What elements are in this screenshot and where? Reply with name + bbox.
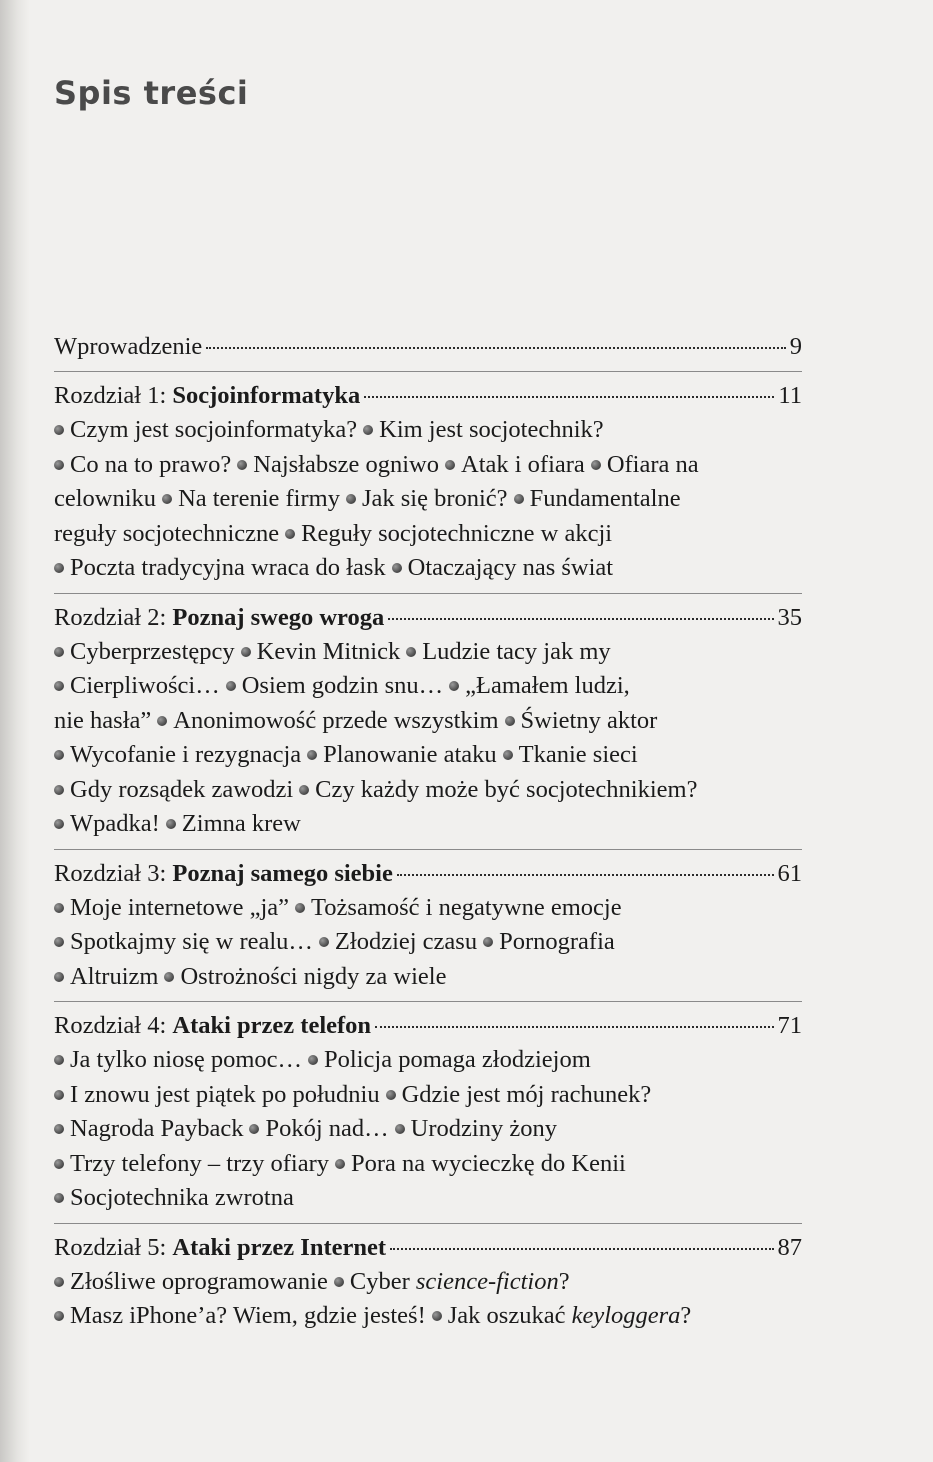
subtopic: Cierpliwości… <box>70 672 220 699</box>
subtopic: Masz iPhone’a? Wiem, gdzie jesteś! <box>70 1302 426 1329</box>
chapter-prefix: Rozdział 2: <box>54 603 173 631</box>
dot-leader <box>206 347 785 349</box>
bullet-icon <box>54 1124 64 1134</box>
bullet-icon <box>334 1277 344 1287</box>
bullet-icon <box>346 494 356 504</box>
page-number: 71 <box>777 1012 802 1039</box>
chapter-prefix: Rozdział 4: <box>54 1012 173 1039</box>
bullet-icon <box>54 1055 64 1065</box>
subtopic: Gdzie jest mój rachunek? <box>401 1080 652 1108</box>
page-title: Spis treści <box>54 74 249 112</box>
subtopic-line <box>54 551 802 586</box>
bullet-icon <box>54 460 64 470</box>
subtopic: Otaczający nas świat <box>407 554 614 581</box>
bullet-icon <box>54 681 64 691</box>
subtopic: Zimna krew <box>181 810 301 837</box>
subtopic-italic: science-fiction <box>415 1267 559 1295</box>
bullet-icon <box>54 1277 64 1287</box>
subtopic: „Łamałem ludzi, <box>465 672 630 699</box>
subtopic-line <box>54 1078 802 1113</box>
toc-entry-chapter-5 <box>54 1231 802 1265</box>
toc-entry-chapter-3 <box>54 857 802 891</box>
toc-entry-intro <box>54 330 802 364</box>
subtopic-line <box>54 925 802 960</box>
subtopic-line <box>54 413 802 448</box>
entry-title <box>54 601 384 635</box>
bullet-icon <box>591 460 601 470</box>
subtopic-line <box>54 1043 802 1078</box>
subtopic: Co na to prawo? <box>70 450 232 478</box>
entry-title <box>54 1231 386 1265</box>
subtopics <box>54 635 802 842</box>
subtopics <box>54 1043 802 1216</box>
subtopic: Cyberprzestępcy <box>70 637 235 665</box>
bullet-icon <box>54 1159 64 1169</box>
subtopic: Najsłabsze ogniwo <box>253 450 439 478</box>
page-number: 87 <box>777 1233 802 1261</box>
subtopic: Czym jest socjoinformatyka? <box>70 416 358 443</box>
subtopic: Reguły socjotechniczne w akcji <box>301 519 613 547</box>
bullet-icon <box>54 819 64 829</box>
subtopic: Osiem godzin snu… <box>241 672 444 699</box>
subtopic: Pokój nad… <box>265 1115 389 1142</box>
bullet-icon <box>54 1193 64 1203</box>
subtopic: Ostrożności nigdy za wiele <box>180 962 447 990</box>
bullet-icon <box>386 1090 396 1100</box>
bullet-icon <box>483 937 493 947</box>
bullet-icon <box>445 460 455 470</box>
subtopic: reguły socjotechniczne <box>54 519 280 547</box>
bullet-icon <box>514 494 524 504</box>
subtopic: Moje internetowe „ja” <box>70 893 290 921</box>
subtopic: Czy każdy może być socjotechnikiem? <box>315 775 698 803</box>
bullet-icon <box>54 425 64 435</box>
bullet-icon <box>503 750 513 760</box>
subtopic-line <box>54 773 802 808</box>
bullet-icon <box>54 647 64 657</box>
toc-chapter-1 <box>54 371 802 593</box>
bullet-icon <box>54 785 64 795</box>
subtopic: Socjotechnika zwrotna <box>70 1184 294 1211</box>
subtopic-line <box>54 517 802 552</box>
subtopic: Pornografia <box>499 928 615 955</box>
bullet-icon <box>392 563 402 573</box>
subtopic-line <box>54 635 802 670</box>
bullet-icon <box>319 937 329 947</box>
bullet-icon <box>449 681 459 691</box>
toc-entry-chapter-2 <box>54 601 802 635</box>
subtopic-line <box>54 448 802 483</box>
subtopic: Pora na wycieczkę do Kenii <box>351 1149 626 1177</box>
subtopic: nie hasła” <box>54 706 152 734</box>
subtopic-line <box>54 807 802 842</box>
toc-chapter-4 <box>54 1001 802 1223</box>
page-number: 11 <box>778 382 802 409</box>
subtopic: Na terenie firmy <box>178 485 340 512</box>
subtopic: Spotkajmy się w realu… <box>70 928 313 955</box>
subtopic: Jak się bronić? <box>361 485 508 512</box>
subtopic: Ja tylko niosę pomoc… <box>70 1046 303 1073</box>
bullet-icon <box>164 972 174 982</box>
bullet-icon <box>54 972 64 982</box>
subtopic: Kim jest socjotechnik? <box>379 416 604 443</box>
subtopic-line <box>54 1112 802 1147</box>
subtopic: Świetny aktor <box>520 706 658 734</box>
subtopic: Kevin Mitnick <box>256 637 401 665</box>
dot-leader <box>388 618 773 620</box>
chapter-prefix: Rozdział 3: <box>54 859 173 887</box>
bullet-icon <box>395 1124 405 1134</box>
table-of-contents <box>54 330 802 1341</box>
bullet-icon <box>432 1311 442 1321</box>
subtopic: Złośliwe oprogramowanie <box>70 1267 328 1295</box>
bullet-icon <box>307 750 317 760</box>
bullet-icon <box>237 460 247 470</box>
subtopic-line <box>54 1299 802 1334</box>
subtopic: Wpadka! <box>70 810 160 837</box>
dot-leader <box>364 396 774 398</box>
bullet-icon <box>162 494 172 504</box>
bullet-icon <box>166 819 176 829</box>
chapter-name: Ataki przez Internet <box>172 1233 387 1261</box>
subtopic-line <box>54 1181 802 1216</box>
dot-leader <box>397 874 774 876</box>
subtopic: Fundamentalne <box>529 485 681 512</box>
bullet-icon <box>54 903 64 913</box>
bullet-icon <box>363 425 373 435</box>
bullet-icon <box>226 681 236 691</box>
toc-intro <box>54 330 802 371</box>
bullet-icon <box>54 563 64 573</box>
page-number: 61 <box>777 859 802 887</box>
page-spine-shadow <box>0 0 30 1462</box>
bullet-icon <box>157 716 167 726</box>
subtopic: Ludzie tacy jak my <box>422 637 611 665</box>
chapter-name: Socjoinformatyka <box>172 382 361 409</box>
subtopic: Anonimowość przede wszystkim <box>173 706 499 734</box>
subtopic: Policja pomaga złodziejom <box>324 1046 591 1073</box>
page-number: 9 <box>789 333 802 360</box>
subtopic: Tożsamość i negatywne emocje <box>311 893 622 921</box>
chapter-prefix: Rozdział 1: <box>54 382 173 409</box>
bullet-icon <box>249 1124 259 1134</box>
entry-title <box>54 1009 371 1043</box>
chapter-name: Poznaj samego siebie <box>172 859 393 887</box>
subtopic: Jak oszukać <box>447 1302 572 1329</box>
bullet-icon <box>295 903 305 913</box>
subtopics <box>54 891 802 995</box>
chapter-prefix: Rozdział 5: <box>54 1233 173 1261</box>
subtopic: Tkanie sieci <box>518 741 638 768</box>
subtopic-line <box>54 891 802 926</box>
subtopic: Złodziej czasu <box>334 928 478 955</box>
bullet-icon <box>241 647 251 657</box>
page-number: 35 <box>777 603 802 631</box>
subtopics <box>54 413 802 586</box>
subtopic-italic: keyloggera <box>571 1302 681 1329</box>
toc-chapter-5 <box>54 1223 802 1341</box>
subtopic: Urodziny żony <box>410 1115 557 1142</box>
bullet-icon <box>54 750 64 760</box>
subtopic: Wycofanie i rezygnacja <box>70 741 302 768</box>
subtopic: I znowu jest piątek po południu <box>70 1080 380 1108</box>
subtopic: Planowanie ataku <box>323 741 497 768</box>
toc-chapter-2 <box>54 593 802 849</box>
bullet-icon <box>299 785 309 795</box>
subtopic: Atak i ofiara <box>461 450 585 478</box>
bullet-icon <box>406 647 416 657</box>
dot-leader <box>375 1026 773 1028</box>
chapter-name: Ataki przez telefon <box>172 1012 372 1039</box>
bullet-icon <box>54 1090 64 1100</box>
subtopic-line <box>54 960 802 995</box>
bullet-icon <box>285 529 295 539</box>
toc-entry-chapter-1 <box>54 379 802 413</box>
subtopic-line <box>54 482 802 517</box>
subtopic: Nagroda Payback <box>70 1115 244 1142</box>
subtopic-line <box>54 1265 802 1300</box>
subtopics <box>54 1265 802 1334</box>
toc-entry-chapter-4 <box>54 1009 802 1043</box>
chapter-name: Poznaj swego wroga <box>172 603 385 631</box>
entry-title: Wprowadzenie <box>54 333 203 360</box>
entry-title <box>54 857 393 891</box>
subtopic-line <box>54 738 802 773</box>
subtopic-punctuation: ? <box>558 1267 570 1295</box>
bullet-icon <box>308 1055 318 1065</box>
subtopic: Gdy rozsądek zawodzi <box>70 775 294 803</box>
subtopic-line <box>54 1147 802 1182</box>
subtopic-line <box>54 669 802 704</box>
subtopic: Ofiara na <box>606 450 699 478</box>
subtopic: Trzy telefony – trzy ofiary <box>70 1149 329 1177</box>
bullet-icon <box>54 937 64 947</box>
dot-leader <box>390 1248 773 1250</box>
bullet-icon <box>54 1311 64 1321</box>
subtopic-line <box>54 704 802 739</box>
toc-chapter-3 <box>54 849 802 1002</box>
subtopic: Poczta tradycyjna wraca do łask <box>70 554 386 581</box>
subtopic: celowniku <box>54 485 157 512</box>
entry-title <box>54 379 360 413</box>
bullet-icon <box>335 1159 345 1169</box>
subtopic: Cyber <box>349 1267 416 1295</box>
subtopic-punctuation: ? <box>680 1302 692 1329</box>
subtopic: Altruizm <box>70 962 159 990</box>
bullet-icon <box>505 716 515 726</box>
